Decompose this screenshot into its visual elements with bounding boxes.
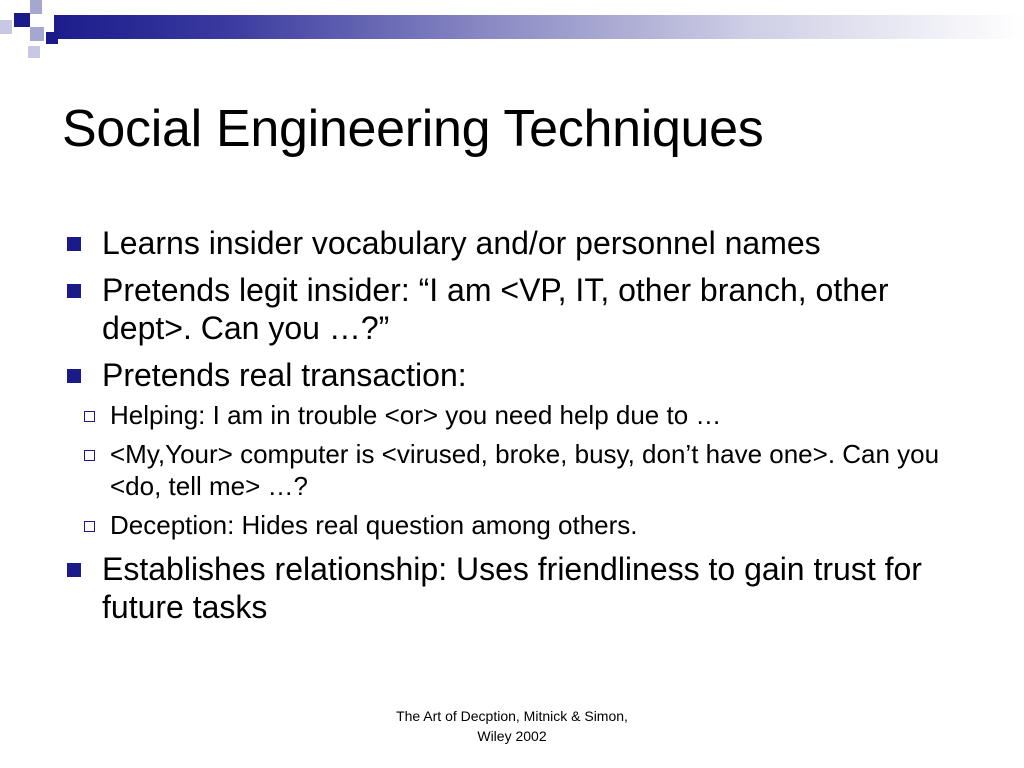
bullet-list — [62, 224, 982, 635]
decorative-square — [30, 27, 44, 41]
bullet-item — [62, 356, 982, 541]
decorative-square — [46, 32, 58, 44]
decorative-square — [0, 20, 12, 34]
sub-bullet-text: Helping: I am in trouble <or> you need help due to … — [110, 400, 722, 430]
decorative-square — [0, 0, 14, 16]
sub-bullet-item — [64, 399, 982, 431]
square-bullet-icon — [67, 237, 81, 251]
bullet-text: Pretends real transaction: — [102, 357, 467, 393]
hollow-square-bullet-icon — [84, 411, 95, 422]
decorative-square — [42, 0, 54, 14]
sub-bullet-text: <My,Your> computer is <virused, broke, busy, don’t have one>. Can you <do, tell me> …? — [110, 439, 940, 501]
hollow-square-bullet-icon — [84, 521, 95, 532]
header-gradient-bar — [54, 15, 1024, 39]
bullet-item — [62, 224, 982, 262]
slide-footer-citation — [352, 706, 672, 746]
sub-bullet-list — [64, 399, 982, 541]
sub-bullet-item — [64, 438, 982, 502]
bullet-text: Learns insider vocabulary and/or personnel names — [102, 225, 821, 261]
bullet-text: Pretends legit insider: “I am <VP, IT, other branch, other dept>. Can you …?” — [102, 272, 889, 346]
sub-bullet-text: Deception: Hides real question among others. — [110, 510, 638, 540]
decorative-square — [30, 0, 42, 14]
hollow-square-bullet-icon — [84, 450, 95, 461]
decorative-square — [14, 13, 30, 27]
slide-title: Social Engineering Techniques — [62, 100, 764, 158]
decorative-square — [28, 46, 40, 58]
sub-bullet-item — [64, 509, 982, 541]
bullet-text: Establishes relationship: Uses friendliness to gain trust for future tasks — [102, 551, 922, 625]
footer-line: The Art of Decption, Mitnick & Simon, — [396, 708, 628, 724]
square-bullet-icon — [67, 563, 81, 577]
square-bullet-icon — [67, 284, 81, 298]
square-bullet-icon — [67, 369, 81, 383]
footer-line: Wiley 2002 — [477, 728, 547, 744]
bullet-item — [62, 271, 982, 347]
bullet-item — [62, 550, 982, 626]
